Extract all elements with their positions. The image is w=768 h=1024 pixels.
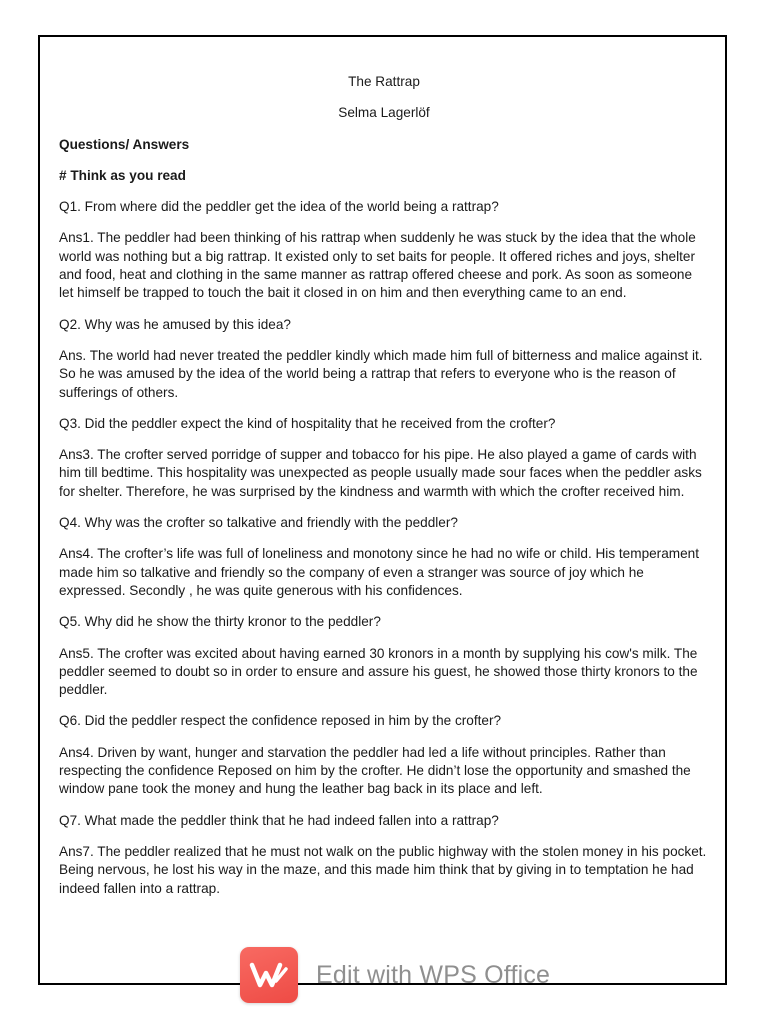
answer-2: Ans. The world had never treated the peddler kindly which made him full of bitterness and malice against it. So he was amused by the idea of the world being a rattrap that refers to everyone who is the reason of sufferings of others. [59, 347, 703, 400]
question-3: Q3. Did the peddler expect the kind of hospitality that he received from the crofter? [59, 415, 556, 431]
answer-5: Ans5. The crofter was excited about having earned 30 kronors in a month by supplying his cow's milk. The peddler seemed to doubt so in order to ensure and assure his guest, he showed those thirty kronors to the peddler. [59, 645, 698, 698]
answer-6: Ans4. Driven by want, hunger and starvation the peddler had led a life without principles. Rather than respecting the confidence Reposed on him by the crofter. He didn’t lose the opportunity and smashed the window pane took the money and hung the leather bag back in its place and left. [59, 744, 691, 797]
answer-4: Ans4. The crofter’s life was full of loneliness and monotony since he had no wife or child. His temperament made him so talkative and friendly so the company of even a stranger was source of joy which he expressed. Secondly , he was quite generous with his confidences. [59, 546, 699, 598]
question-6: Q6. Did the peddler respect the confidence reposed in him by the crofter? [59, 713, 502, 729]
wps-watermark-text: Edit with WPS Office [316, 960, 551, 989]
answer-7: Ans7. The peddler realized that he must not walk on the public highway with the stolen money in his pocket. Being nervous, he lost his way in the maze, and this made him think that by giving in to temptation he had indeed fallen into a rattrap. [59, 843, 707, 896]
wps-w-glyph-icon [249, 960, 289, 990]
wps-watermark[interactable] [240, 946, 550, 1004]
question-7: Q7. What made the peddler think that he had indeed fallen into a rattrap? [59, 812, 499, 828]
document-title: The Rattrap [348, 74, 420, 89]
section-subheading: # Think as you read [59, 167, 186, 183]
section-heading: Questions/ Answers [59, 136, 190, 152]
answer-3: Ans3. The crofter served porridge of supper and tobacco for his pipe. He also played a game of cards with him till bedtime. This hospitality was unexpected as people usually made sour faces when the peddler asks for shelter. Therefore, he was surprised by the kindness and warmth with which the crofter received him. [59, 447, 702, 499]
question-2: Q2. Why was he amused by this idea? [59, 316, 291, 332]
question-1: Q1. From where did the peddler get the idea of the world being a rattrap? [59, 199, 499, 215]
document-content [59, 73, 709, 911]
document-author: Selma Lagerlöf [338, 105, 430, 121]
question-4: Q4. Why was the crofter so talkative and friendly with the peddler? [59, 515, 458, 531]
document-page [38, 35, 727, 985]
wps-logo-icon [240, 947, 298, 1003]
answer-1: Ans1. The peddler had been thinking of his rattrap when suddenly he was stuck by the idea that the whole world was nothing but a big rattrap. It existed only to set baits for people. It offered riches and joys, shelter and food, heat and clothing in the same manner as rattrap offered cheese and pork. As soon as someone let himself be trapped to touch the bait it closed in on him and then everything came to an end. [59, 230, 696, 301]
question-5: Q5. Why did he show the thirty kronor to the peddler? [59, 614, 381, 630]
